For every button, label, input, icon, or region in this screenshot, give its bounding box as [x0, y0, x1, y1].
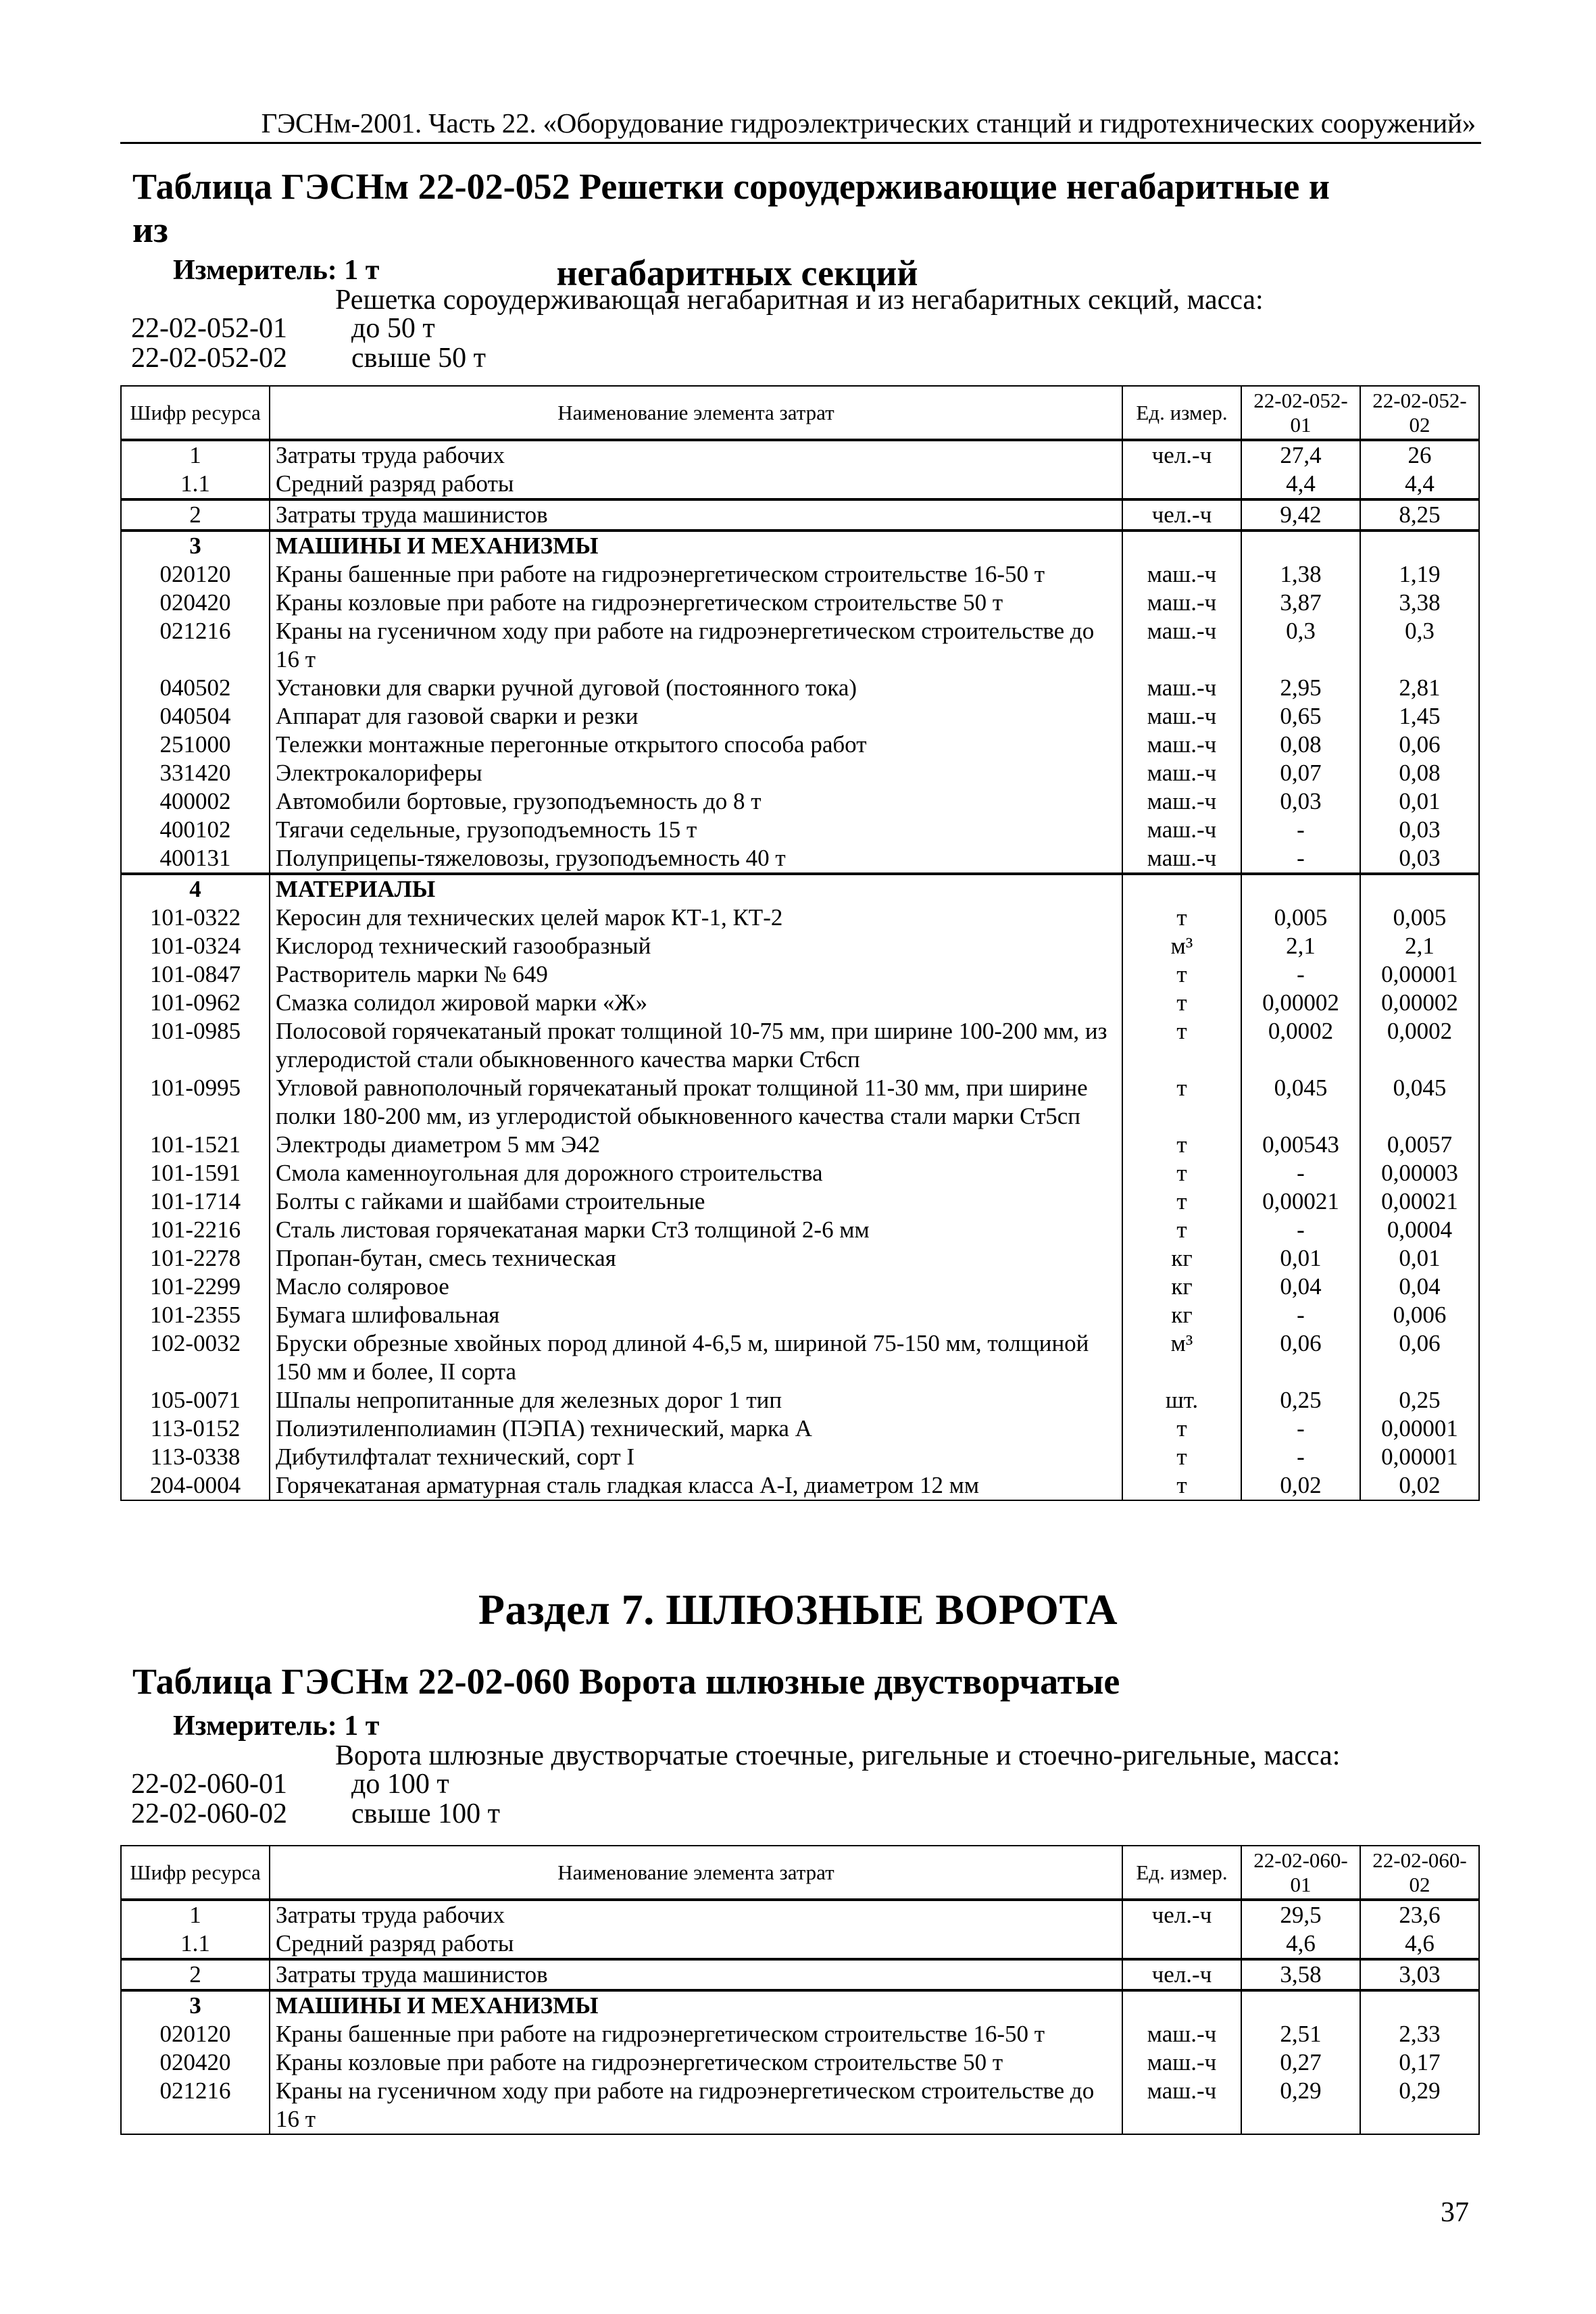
measure-value: 1 т	[336, 1710, 380, 1742]
table-1-title-line1: Таблица ГЭСНм 22-02-052 Решетки сороудерживающие негабаритные и из	[132, 166, 1330, 250]
norm-2-value-cell: 4,6	[1360, 1929, 1479, 1959]
norm-1-value-cell: 0,25	[1241, 1386, 1360, 1414]
cost-element-cell: Керосин для технических целей марок КТ-1, КТ-2	[270, 904, 1122, 932]
resource-code-cell: 1	[121, 440, 270, 470]
cost-element-cell: Пропан-бутан, смесь техническая	[270, 1244, 1122, 1273]
table-group-row	[121, 531, 1479, 560]
table-row	[121, 1244, 1479, 1273]
cost-element-cell: Тягачи седельные, грузоподъемность 15 т	[270, 816, 1122, 844]
norm-2-value-cell: 2,81	[1360, 674, 1479, 702]
unit-cell: маш.-ч	[1122, 759, 1241, 787]
norm-1-value-cell: 0,07	[1241, 759, 1360, 787]
cost-element-cell: Полосовой горячекатаный прокат толщиной 10-75 мм, при ширине 100-200 мм, из углеродистой стали обыкновенного качества марки Ст6сп	[270, 1017, 1122, 1074]
cost-element-cell: Сталь листовая горячекатаная марки Ст3 толщиной 2-6 мм	[270, 1216, 1122, 1244]
unit-cell: кг	[1122, 1244, 1241, 1273]
norm-2-value-cell: 0,3	[1360, 617, 1479, 674]
cost-element-cell: Болты с гайками и шайбами строительные	[270, 1187, 1122, 1216]
unit-cell	[1122, 470, 1241, 499]
resource-code-cell: 101-0322	[121, 904, 270, 932]
cost-element-cell: Затраты труда рабочих	[270, 440, 1122, 470]
unit-cell: кг	[1122, 1273, 1241, 1301]
table-row	[121, 1187, 1479, 1216]
table-row	[121, 989, 1479, 1017]
resource-code-cell: 102-0032	[121, 1329, 270, 1386]
header-cost-element: Наименование элемента затрат	[270, 386, 1122, 440]
unit-cell: т	[1122, 904, 1241, 932]
norm-2-value-cell: 2,33	[1360, 2020, 1479, 2048]
norm-1-value-cell: 0,29	[1241, 2077, 1360, 2134]
norm-2-value-cell: 0,25	[1360, 1386, 1479, 1414]
table-1-code-row	[131, 312, 435, 345]
norm-1-value-cell: 0,00021	[1241, 1187, 1360, 1216]
section-heading: Раздел 7. ШЛЮЗНЫЕ ВОРОТА	[478, 1585, 1118, 1633]
norm-1-value-cell: 1,38	[1241, 560, 1360, 589]
norm-1-value-cell: 0,3	[1241, 617, 1360, 674]
unit-cell	[1122, 1929, 1241, 1959]
header-norm-1: 22-02-060-01	[1241, 1846, 1360, 1900]
norm-1-value-cell: -	[1241, 816, 1360, 844]
resource-code-cell: 020120	[121, 560, 270, 589]
norm-2-value-cell: 0,00021	[1360, 1187, 1479, 1216]
cost-element-cell: Полиэтиленполиамин (ПЭПА) технический, марка А	[270, 1414, 1122, 1443]
norm-1-value-cell: -	[1241, 1414, 1360, 1443]
norm-1-value-cell: 0,03	[1241, 787, 1360, 816]
header-resource-code: Шифр ресурса	[121, 386, 270, 440]
header-norm-1: 22-02-052-01	[1241, 386, 1360, 440]
resource-code-cell: 331420	[121, 759, 270, 787]
unit-cell: т	[1122, 1216, 1241, 1244]
cost-element-cell: Затраты труда машинистов	[270, 499, 1122, 531]
table-2-resources	[120, 1845, 1480, 2135]
table-1-measure	[173, 254, 379, 287]
norm-2-value-cell: 0,00001	[1360, 960, 1479, 989]
unit-cell: маш.-ч	[1122, 787, 1241, 816]
unit-cell: т	[1122, 1131, 1241, 1159]
unit-cell: шт.	[1122, 1386, 1241, 1414]
table-row	[121, 1386, 1479, 1414]
table-2-code-row	[131, 1798, 501, 1830]
norm-desc: свыше 50 т	[351, 343, 487, 374]
cost-element-cell: Горячекатаная арматурная сталь гладкая класса А-I, диаметром 12 мм	[270, 1471, 1122, 1500]
resource-code-cell: 101-0995	[121, 1074, 270, 1131]
cost-element-cell: Затраты труда рабочих	[270, 1900, 1122, 1929]
norm-2-value-cell	[1360, 1990, 1479, 2020]
table-group-row	[121, 1990, 1479, 2020]
norm-2-value-cell: 0,00002	[1360, 989, 1479, 1017]
norm-1-value-cell	[1241, 531, 1360, 560]
running-head: ГЭСНм-2001. Часть 22. «Оборудование гидроэлектрических станций и гидротехнических сооружений»	[261, 107, 1476, 139]
cost-element-cell: Угловой равнополочный горячекатаный прокат толщиной 11-30 мм, при ширине полки 180-200 мм, из углеродистой обыкновенного качества стали марки Ст5сп	[270, 1074, 1122, 1131]
unit-cell: маш.-ч	[1122, 844, 1241, 874]
cost-element-cell: Автомобили бортовые, грузоподъемность до 8 т	[270, 787, 1122, 816]
norm-2-value-cell: 1,19	[1360, 560, 1479, 589]
table-row	[121, 1959, 1479, 1990]
resource-code-cell: 021216	[121, 2077, 270, 2134]
resource-code-cell: 105-0071	[121, 1386, 270, 1414]
norm-1-value-cell: 0,00543	[1241, 1131, 1360, 1159]
unit-cell: т	[1122, 1074, 1241, 1131]
norm-1-value-cell: -	[1241, 844, 1360, 874]
resource-code-cell: 021216	[121, 617, 270, 674]
norm-1-value-cell: 0,045	[1241, 1074, 1360, 1131]
table-row	[121, 844, 1479, 874]
resource-code-cell: 101-2299	[121, 1273, 270, 1301]
norm-2-value-cell: 2,1	[1360, 932, 1479, 960]
table-1-resources	[120, 385, 1480, 1501]
page-number: 37	[1441, 2197, 1469, 2228]
unit-cell: маш.-ч	[1122, 816, 1241, 844]
unit-cell: маш.-ч	[1122, 674, 1241, 702]
measure-label: Измеритель:	[173, 255, 337, 286]
resource-code-cell: 2	[121, 1959, 270, 1990]
norm-1-value-cell: 27,4	[1241, 440, 1360, 470]
table-1-title-line2: негабаритных секций	[556, 253, 918, 293]
norm-2-value-cell: 0,0002	[1360, 1017, 1479, 1074]
cost-element-cell: Средний разряд работы	[270, 1929, 1122, 1959]
resource-code-cell: 2	[121, 499, 270, 531]
header-norm-2: 22-02-052-02	[1360, 386, 1479, 440]
table-row	[121, 932, 1479, 960]
norm-2-value-cell: 0,06	[1360, 1329, 1479, 1386]
table-row	[121, 1414, 1479, 1443]
norm-1-value-cell: 2,51	[1241, 2020, 1360, 2048]
cost-element-cell: Растворитель марки № 649	[270, 960, 1122, 989]
unit-cell: маш.-ч	[1122, 731, 1241, 759]
table-row	[121, 1929, 1479, 1959]
norm-1-value-cell: 0,27	[1241, 2048, 1360, 2077]
norm-2-value-cell: 0,04	[1360, 1273, 1479, 1301]
norm-2-value-cell: 0,005	[1360, 904, 1479, 932]
unit-cell: маш.-ч	[1122, 589, 1241, 617]
norm-1-value-cell: 0,005	[1241, 904, 1360, 932]
unit-cell: маш.-ч	[1122, 560, 1241, 589]
norm-1-value-cell	[1241, 874, 1360, 904]
table-row	[121, 2048, 1479, 2077]
resource-code-cell: 040502	[121, 674, 270, 702]
table-row	[121, 2077, 1479, 2134]
unit-cell: чел.-ч	[1122, 1900, 1241, 1929]
resource-code-cell: 3	[121, 531, 270, 560]
norm-2-value-cell: 0,006	[1360, 1301, 1479, 1329]
table-2-code-row	[131, 1768, 449, 1800]
norm-2-value-cell: 3,03	[1360, 1959, 1479, 1990]
cost-element-cell: МАШИНЫ И МЕХАНИЗМЫ	[270, 1990, 1122, 2020]
norm-1-value-cell: 0,00002	[1241, 989, 1360, 1017]
norm-2-value-cell: 0,0004	[1360, 1216, 1479, 1244]
cost-element-cell: Краны козловые при работе на гидроэнергетическом строительстве 50 т	[270, 589, 1122, 617]
table-header-row	[121, 1846, 1479, 1900]
unit-cell	[1122, 531, 1241, 560]
resource-code-cell: 251000	[121, 731, 270, 759]
cost-element-cell: Аппарат для газовой сварки и резки	[270, 702, 1122, 731]
running-head-rule	[120, 142, 1481, 144]
table-row	[121, 816, 1479, 844]
norm-1-value-cell: 0,0002	[1241, 1017, 1360, 1074]
norm-1-value-cell: 0,04	[1241, 1273, 1360, 1301]
table-2-caption: Ворота шлюзные двустворчатые стоечные, ригельные и стоечно-ригельные, масса:	[335, 1740, 1341, 1771]
norm-1-value-cell: 3,87	[1241, 589, 1360, 617]
resource-code-cell: 3	[121, 1990, 270, 2020]
resource-code-cell: 020420	[121, 589, 270, 617]
norm-1-value-cell: 0,65	[1241, 702, 1360, 731]
table-row	[121, 759, 1479, 787]
norm-desc: до 50 т	[351, 313, 435, 344]
cost-element-cell: МАТЕРИАЛЫ	[270, 874, 1122, 904]
resource-code-cell: 101-0847	[121, 960, 270, 989]
table-header-row	[121, 386, 1479, 440]
norm-1-value-cell	[1241, 1990, 1360, 2020]
unit-cell	[1122, 874, 1241, 904]
norm-2-value-cell: 0,0057	[1360, 1131, 1479, 1159]
resource-code-cell: 204-0004	[121, 1471, 270, 1500]
table-2-title-line1: Таблица ГЭСНм 22-02-060 Ворота шлюзные двустворчатые	[132, 1661, 1120, 1702]
unit-cell: т	[1122, 1443, 1241, 1471]
unit-cell	[1122, 1990, 1241, 2020]
cost-element-cell: Краны башенные при работе на гидроэнергетическом строительстве 16-50 т	[270, 560, 1122, 589]
unit-cell: маш.-ч	[1122, 702, 1241, 731]
table-row	[121, 1273, 1479, 1301]
resource-code-cell: 400131	[121, 844, 270, 874]
resource-code-cell: 101-0985	[121, 1017, 270, 1074]
cost-element-cell: Полуприцепы-тяжеловозы, грузоподъемность 40 т	[270, 844, 1122, 874]
table-row	[121, 904, 1479, 932]
norm-2-value-cell: 0,00003	[1360, 1159, 1479, 1187]
table-row	[121, 617, 1479, 674]
norm-1-value-cell: -	[1241, 960, 1360, 989]
norm-2-value-cell: 0,08	[1360, 759, 1479, 787]
resource-code-cell: 400002	[121, 787, 270, 816]
norm-2-value-cell: 26	[1360, 440, 1479, 470]
resource-code-cell: 113-0338	[121, 1443, 270, 1471]
table-2-measure	[173, 1710, 379, 1742]
norm-1-value-cell: 0,08	[1241, 731, 1360, 759]
norm-1-value-cell: 2,95	[1241, 674, 1360, 702]
norm-2-value-cell: 1,45	[1360, 702, 1479, 731]
table-row	[121, 1017, 1479, 1074]
resource-code-cell: 101-0324	[121, 932, 270, 960]
resource-code-cell: 400102	[121, 816, 270, 844]
table-row	[121, 589, 1479, 617]
table-row	[121, 1443, 1479, 1471]
cost-element-cell: Краны козловые при работе на гидроэнергетическом строительстве 50 т	[270, 2048, 1122, 2077]
table-row	[121, 1159, 1479, 1187]
resource-code-cell: 1.1	[121, 470, 270, 499]
norm-1-value-cell: 0,06	[1241, 1329, 1360, 1386]
cost-element-cell: Кислород технический газообразный	[270, 932, 1122, 960]
resource-code-cell: 101-2216	[121, 1216, 270, 1244]
resource-code-cell: 1	[121, 1900, 270, 1929]
norm-desc: свыше 100 т	[351, 1798, 501, 1829]
unit-cell: т	[1122, 960, 1241, 989]
norm-1-value-cell: 0,02	[1241, 1471, 1360, 1500]
table-2-title	[132, 1660, 1342, 1703]
unit-cell: т	[1122, 1414, 1241, 1443]
resource-code-cell: 101-2355	[121, 1301, 270, 1329]
cost-element-cell: Электроды диаметром 5 мм Э42	[270, 1131, 1122, 1159]
norm-1-value-cell: 0,01	[1241, 1244, 1360, 1273]
norm-2-value-cell: 4,4	[1360, 470, 1479, 499]
cost-element-cell: Затраты труда машинистов	[270, 1959, 1122, 1990]
cost-element-cell: Электрокалориферы	[270, 759, 1122, 787]
table-row	[121, 2020, 1479, 2048]
resource-code-cell: 101-1591	[121, 1159, 270, 1187]
norm-2-value-cell: 0,02	[1360, 1471, 1479, 1500]
norm-2-value-cell	[1360, 874, 1479, 904]
measure-label: Измеритель:	[173, 1710, 337, 1742]
norm-desc: до 100 т	[351, 1769, 449, 1800]
unit-cell: маш.-ч	[1122, 2048, 1241, 2077]
header-norm-2: 22-02-060-02	[1360, 1846, 1479, 1900]
table-row	[121, 1329, 1479, 1386]
unit-cell: т	[1122, 1017, 1241, 1074]
unit-cell: кг	[1122, 1301, 1241, 1329]
unit-cell: т	[1122, 1187, 1241, 1216]
norm-1-value-cell: 3,58	[1241, 1959, 1360, 1990]
norm-2-value-cell: 0,17	[1360, 2048, 1479, 2077]
resource-code-cell: 101-0962	[121, 989, 270, 1017]
cost-element-cell: Средний разряд работы	[270, 470, 1122, 499]
table-row	[121, 702, 1479, 731]
unit-cell: м³	[1122, 932, 1241, 960]
cost-element-cell: Смазка солидол жировой марки «Ж»	[270, 989, 1122, 1017]
norm-2-value-cell: 8,25	[1360, 499, 1479, 531]
norm-2-value-cell: 0,03	[1360, 844, 1479, 874]
resource-code-cell: 113-0152	[121, 1414, 270, 1443]
table-row	[121, 787, 1479, 816]
norm-1-value-cell: -	[1241, 1216, 1360, 1244]
cost-element-cell: Краны на гусеничном ходу при работе на гидроэнергетическом строительстве до 16 т	[270, 617, 1122, 674]
cost-element-cell: Смола каменноугольная для дорожного строительства	[270, 1159, 1122, 1187]
resource-code-cell: 020120	[121, 2020, 270, 2048]
norm-2-value-cell: 0,06	[1360, 731, 1479, 759]
unit-cell: чел.-ч	[1122, 1959, 1241, 1990]
norm-code: 22-02-052-01	[131, 313, 287, 344]
unit-cell: т	[1122, 1159, 1241, 1187]
resource-code-cell: 101-1714	[121, 1187, 270, 1216]
resource-code-cell: 101-2278	[121, 1244, 270, 1273]
norm-2-value-cell: 0,29	[1360, 2077, 1479, 2134]
unit-cell: чел.-ч	[1122, 440, 1241, 470]
resource-code-cell: 020420	[121, 2048, 270, 2077]
cost-element-cell: Дибутилфталат технический, сорт I	[270, 1443, 1122, 1471]
table-row	[121, 1074, 1479, 1131]
cost-element-cell: МАШИНЫ И МЕХАНИЗМЫ	[270, 531, 1122, 560]
resource-code-cell: 040504	[121, 702, 270, 731]
resource-code-cell: 1.1	[121, 1929, 270, 1959]
measure-value: 1 т	[336, 255, 380, 286]
unit-cell: м³	[1122, 1329, 1241, 1386]
norm-1-value-cell: 9,42	[1241, 499, 1360, 531]
table-row	[121, 560, 1479, 589]
norm-1-value-cell: -	[1241, 1159, 1360, 1187]
norm-2-value-cell: 0,045	[1360, 1074, 1479, 1131]
norm-code: 22-02-060-02	[131, 1798, 287, 1829]
unit-cell: т	[1122, 989, 1241, 1017]
cost-element-cell: Бруски обрезные хвойных пород длиной 4-6,5 м, шириной 75-150 мм, толщиной 150 мм и более, II сорта	[270, 1329, 1122, 1386]
table-row	[121, 1216, 1479, 1244]
norm-1-value-cell: 2,1	[1241, 932, 1360, 960]
norm-2-value-cell: 0,00001	[1360, 1443, 1479, 1471]
norm-2-value-cell: 0,00001	[1360, 1414, 1479, 1443]
header-unit: Ед. измер.	[1122, 1846, 1241, 1900]
norm-code: 22-02-052-02	[131, 343, 287, 374]
unit-cell: маш.-ч	[1122, 2077, 1241, 2134]
norm-2-value-cell: 3,38	[1360, 589, 1479, 617]
table-row	[121, 1471, 1479, 1500]
norm-2-value-cell: 23,6	[1360, 1900, 1479, 1929]
table-1-caption: Решетка сороудерживающая негабаритная и из негабаритных секций, масса:	[335, 285, 1264, 316]
table-row	[121, 440, 1479, 470]
table-row	[121, 1301, 1479, 1329]
unit-cell: маш.-ч	[1122, 2020, 1241, 2048]
unit-cell: чел.-ч	[1122, 499, 1241, 531]
cost-element-cell: Краны на гусеничном ходу при работе на гидроэнергетическом строительстве до 16 т	[270, 2077, 1122, 2134]
table-1-code-row	[131, 342, 487, 374]
norm-2-value-cell: 0,01	[1360, 787, 1479, 816]
table-row	[121, 1900, 1479, 1929]
cost-element-cell: Шпалы непропитанные для железных дорог 1 тип	[270, 1386, 1122, 1414]
resource-code-cell: 4	[121, 874, 270, 904]
norm-code: 22-02-060-01	[131, 1769, 287, 1800]
cost-element-cell: Бумага шлифовальная	[270, 1301, 1122, 1329]
cost-element-cell: Установки для сварки ручной дуговой (постоянного тока)	[270, 674, 1122, 702]
unit-cell: маш.-ч	[1122, 617, 1241, 674]
table-row	[121, 1131, 1479, 1159]
table-row	[121, 731, 1479, 759]
norm-2-value-cell: 0,01	[1360, 1244, 1479, 1273]
table-row	[121, 960, 1479, 989]
table-group-row	[121, 874, 1479, 904]
table-row	[121, 470, 1479, 499]
norm-1-value-cell: 29,5	[1241, 1900, 1360, 1929]
header-cost-element: Наименование элемента затрат	[270, 1846, 1122, 1900]
cost-element-cell: Краны башенные при работе на гидроэнергетическом строительстве 16-50 т	[270, 2020, 1122, 2048]
header-unit: Ед. измер.	[1122, 386, 1241, 440]
norm-1-value-cell: -	[1241, 1443, 1360, 1471]
norm-1-value-cell: 4,6	[1241, 1929, 1360, 1959]
norm-2-value-cell: 0,03	[1360, 816, 1479, 844]
header-resource-code: Шифр ресурса	[121, 1846, 270, 1900]
table-row	[121, 499, 1479, 531]
norm-1-value-cell: 4,4	[1241, 470, 1360, 499]
table-row	[121, 674, 1479, 702]
cost-element-cell: Масло соляровое	[270, 1273, 1122, 1301]
norm-2-value-cell	[1360, 531, 1479, 560]
resource-code-cell: 101-1521	[121, 1131, 270, 1159]
norm-1-value-cell: -	[1241, 1301, 1360, 1329]
cost-element-cell: Тележки монтажные перегонные открытого способа работ	[270, 731, 1122, 759]
unit-cell: т	[1122, 1471, 1241, 1500]
